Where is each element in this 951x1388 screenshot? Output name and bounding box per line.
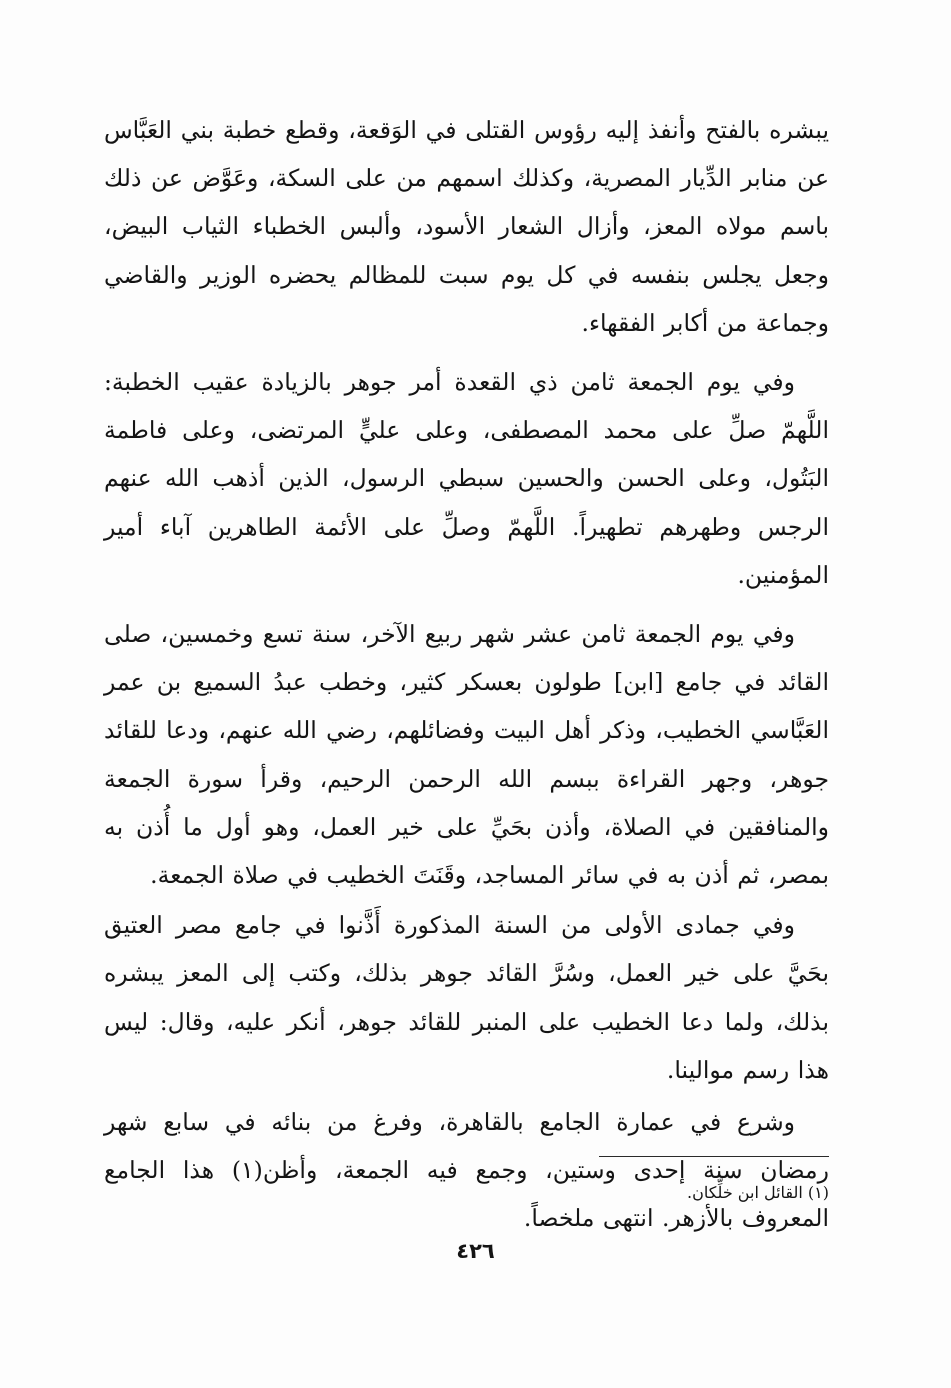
body-text bbox=[104, 106, 829, 1243]
paragraph-2: وفي يوم الجمعة ثامن ذي القعدة أمر جوهر بالزيادة عقيب الخطبة: اللَّهمّ صلِّ على محمد المصطفى، وعلى عليٍّ المرتضى، وعلى فاطمة البَتُول، وعلى الحسن والحسين سبطي الرسول، الذين أذهب الله عنهم الرجس وطهرهم تطهيراً. اللَّهمّ وصلِّ على الأئمة الطاهرين آباء أمير المؤمنين. bbox=[104, 368, 829, 589]
paragraph-5: وشرع في عمارة الجامع بالقاهرة، وفرغ من بنائه في سابع شهر رمضان سنة إحدى وستين، وجمع فيه الجمعة، وأظن(١) هذا الجامع المعروف بالأزهر. انتهى ملخصاً. bbox=[104, 1108, 829, 1233]
paragraph-3: وفي يوم الجمعة ثامن عشر شهر ربيع الآخر، سنة تسع وخمسين، صلى القائد في جامع [ابن] طولون بعسكر كثير، وخطب عبدُ السميع بن عمر العَبَّاسي الخطيب، وذكر أهل البيت وفضائلهم، رضي الله عنهم، ودعا للقائد جوهر، وجهر القراءة ببسم الله الرحمن الرحيم، وقرأ سورة الجمعة والمنافقين في الصلاة، وأذن بحَيِّ على خير العمل، وهو أول ما أُذن به بمصر، ثم أذن به في سائر المساجد، وقَنَتَ الخطيب في صلاة الجمعة. bbox=[104, 620, 829, 890]
page-number: ٤٢٦ bbox=[456, 1239, 495, 1263]
footnote-separator bbox=[599, 1156, 829, 1157]
paragraph-1: يبشره بالفتح وأنفذ إليه رؤوس القتلى في الوَقعة، وقطع خطبة بني العَبَّاس عن منابر الدِّيار المصرية، وكذلك اسمهم من على السكة، وعَوَّض عن ذلك باسم مولاه المعز، وأزال الشعار الأسود، وألبس الخطباء الثياب البيض، وجعل يجلس بنفسه في كل يوم سبت للمظالم يحضره الوزير والقاضي وجماعة من أكابر الفقهاء. bbox=[104, 116, 829, 337]
paragraph-4: وفي جمادى الأولى من السنة المذكورة أَذَّنوا في جامع مصر العتيق بحَيَّ على خير العمل، وسُرَّ القائد جوهر بذلك، وكتب إلى المعز يبشره بذلك، ولما دعا الخطيب على المنبر للقائد جوهر، أنكر عليه، وقال: ليس هذا رسم موالينا. bbox=[104, 911, 829, 1084]
footnote: (١) القائل ابن خلِّكان. bbox=[686, 1183, 829, 1202]
